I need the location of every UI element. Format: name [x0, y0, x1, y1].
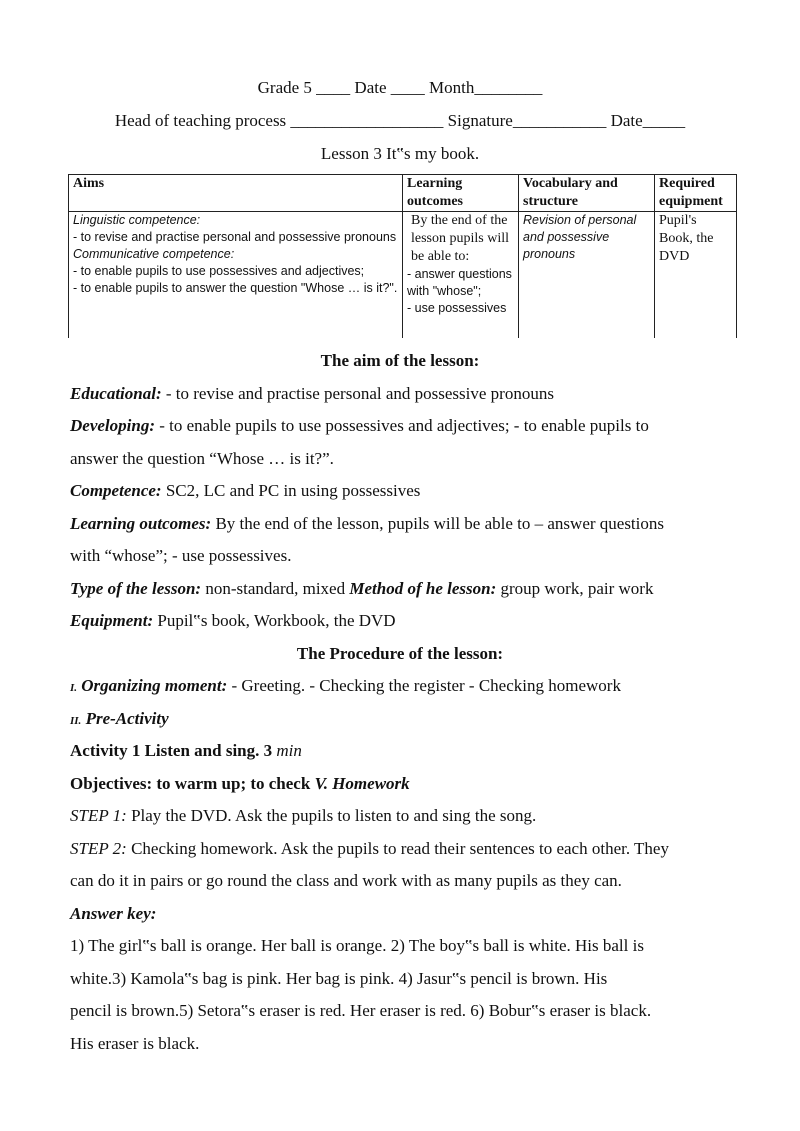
aims-linguistic-label: Linguistic competence: [73, 213, 201, 227]
developing-line-2: answer the question “Whose … is it?”. [70, 449, 334, 468]
educational-text: - to revise and practise personal and possessive pronouns [161, 384, 554, 403]
objectives-line [70, 774, 738, 794]
organizing-moment-line [70, 676, 738, 698]
developing-label: Developing: [70, 416, 155, 435]
outcomes-intro: By the end of the lesson pupils will be able to: [411, 213, 510, 264]
section-number: II. [70, 715, 82, 727]
developing-line [70, 416, 738, 436]
learning-outcomes-label: Learning outcomes: [70, 514, 212, 533]
lesson-type-label: Type of the lesson: [70, 579, 202, 598]
lesson-title: Lesson 3 It‟s my book. [320, 144, 480, 163]
step-2-text: Checking homework. Ask the pupils to read their sentences to each other. They [126, 839, 669, 858]
activity-1-label: Activity 1 Listen and sing. 3 [70, 741, 277, 760]
method-text: group work, pair work [496, 579, 654, 598]
table-header-learning-outcomes: Learning outcomes [403, 175, 519, 212]
answer-key-line: white.3) Kamola‟s bag is pink. Her bag is pink. 4) Jasur‟s pencil is brown. His [70, 969, 608, 988]
header-line-signature: Head of teaching process __________________ Signature___________ Date_____ [114, 111, 686, 130]
outcomes-item: - answer questions with "whose"; [407, 267, 512, 298]
equipment-label: Equipment: [70, 611, 154, 630]
method-label: Method of he lesson: [349, 579, 497, 598]
competence-label: Competence: [70, 481, 162, 500]
learning-outcomes-line [70, 514, 738, 534]
answer-key-label: Answer key: [70, 904, 157, 923]
outcomes-item: - use possessives [407, 301, 507, 315]
aims-item: - to revise and practise personal and possessive pronouns [73, 230, 397, 244]
lesson-plan-table [68, 174, 737, 338]
objectives-label: Objectives: to warm up; to check [70, 774, 315, 793]
equipment-text: Pupil‟s book, Workbook, the DVD [153, 611, 396, 630]
objectives-homework: V. Homework [314, 774, 410, 793]
competence-line [70, 481, 738, 501]
header-line-grade-date: Grade 5 ____ Date ____ Month________ [257, 78, 543, 97]
table-cell-outcomes [403, 212, 519, 339]
activity-1-time-unit: min [276, 741, 302, 760]
table-cell-equipment: Pupil's Book, the DVD [655, 212, 737, 339]
lesson-type-text: non-standard, mixed [201, 579, 350, 598]
aim-heading: The aim of the lesson: [320, 351, 480, 370]
organizing-moment-text: - Greeting. - Checking the register - Checking homework [227, 676, 621, 695]
section-number: I. [70, 682, 78, 694]
competence-text: SC2, LC and PC in using possessives [161, 481, 421, 500]
answer-key-line: 1) The girl‟s ball is orange. Her ball is orange. 2) The boy‟s ball is white. His ball is [70, 936, 644, 955]
table-header-aims: Aims [69, 175, 403, 212]
table-header-equipment: Required equipment [655, 175, 737, 212]
step-1-label: STEP 1: [70, 806, 127, 825]
table-cell-vocabulary: Revision of personal and possessive pronouns [519, 212, 655, 339]
educational-label: Educational: [70, 384, 162, 403]
educational-line [70, 384, 738, 404]
aims-item: - to enable pupils to use possessives and adjectives; [73, 264, 365, 278]
step-1-line [70, 806, 738, 826]
answer-key-line: pencil is brown.5) Setora‟s eraser is red. Her eraser is red. 6) Bobur‟s eraser is black. [70, 1001, 652, 1020]
step-2-label: STEP 2: [70, 839, 127, 858]
step-1-text: Play the DVD. Ask the pupils to listen to and sing the song. [126, 806, 537, 825]
organizing-moment-label: Organizing moment: [81, 676, 228, 695]
lesson-type-line [70, 579, 738, 599]
step-2-line-2: can do it in pairs or go round the class and work with as many pupils as they can. [70, 871, 622, 890]
developing-text: - to enable pupils to use possessives and adjectives; - to enable pupils to [154, 416, 649, 435]
equipment-line [70, 611, 738, 631]
learning-outcomes-text: By the end of the lesson, pupils will be able to – answer questions [211, 514, 664, 533]
pre-activity-line [70, 709, 738, 731]
step-2-line [70, 839, 738, 859]
procedure-heading: The Procedure of the lesson: [296, 644, 504, 663]
learning-outcomes-line-2: with “whose”; - use possessives. [70, 546, 292, 565]
aims-communicative-label: Communicative competence: [73, 247, 235, 261]
pre-activity-label: Pre-Activity [85, 709, 169, 728]
table-cell-aims [69, 212, 403, 339]
answer-key-line: His eraser is black. [70, 1034, 200, 1053]
table-header-vocabulary: Vocabulary and structure [519, 175, 655, 212]
activity-1-line [70, 741, 738, 761]
aims-item: - to enable pupils to answer the question "Whose … is it?". [73, 281, 398, 295]
